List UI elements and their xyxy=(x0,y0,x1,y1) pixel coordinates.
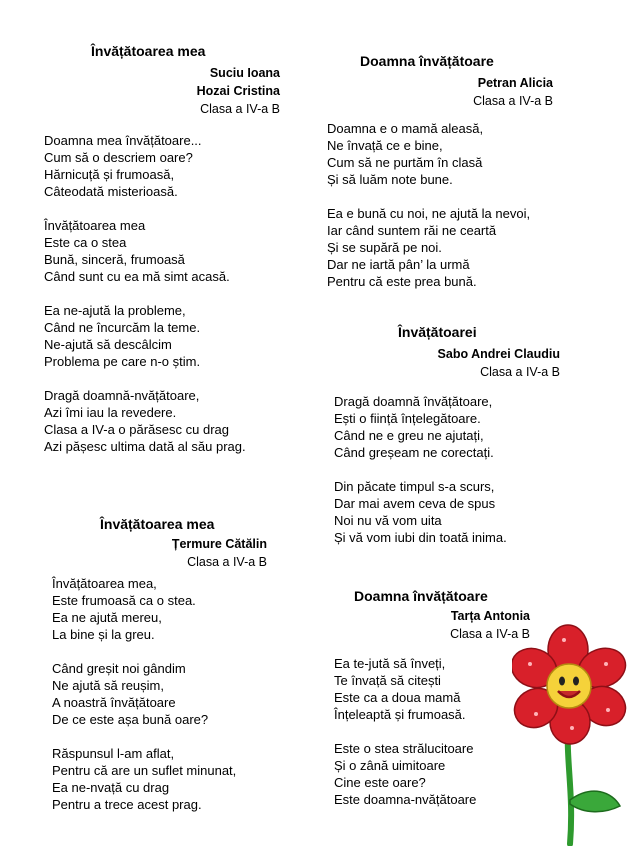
poem-line: La bine și la greu. xyxy=(52,627,155,642)
poem-line: Din păcate timpul s-a scurs, xyxy=(334,479,495,494)
poem-line: Problema pe care n-o știm. xyxy=(44,354,201,369)
poem-line: Iar când suntem răi ne ceartă xyxy=(327,223,497,238)
poem-line: Ne ajută să reușim, xyxy=(52,678,164,693)
poem-class: Clasa a IV-a B xyxy=(480,365,560,379)
poem-line: Învățătoarea mea xyxy=(44,218,146,233)
poem-stanza xyxy=(334,655,530,723)
poem-line: Ea ne ajută mereu, xyxy=(52,610,162,625)
poem-stanza xyxy=(44,132,280,200)
poem-line: Este frumoasă ca o stea. xyxy=(52,593,196,608)
poem-line: A noastră învățătoare xyxy=(52,695,176,710)
poem-line: Te învață să citești xyxy=(334,673,441,688)
poem-line: Când sunt cu ea mă simt acasă. xyxy=(44,269,230,284)
poem-line: Ea ne-nvață cu drag xyxy=(52,780,170,795)
poem-author: Hozai Cristina xyxy=(196,84,280,98)
poem-line: Și vă vom iubi din toată inima. xyxy=(334,530,507,545)
poem-title: Doamna învățătoare xyxy=(354,588,488,604)
poem-line: Când greșit noi gândim xyxy=(52,661,186,676)
poem-line: Pentru a trece acest prag. xyxy=(52,797,202,812)
poem-2 xyxy=(327,52,553,307)
poem-line: Ești o ființă înțelegătoare. xyxy=(334,411,481,426)
poem-author: Tarța Antonia xyxy=(450,609,530,623)
poem-line: Când ne încurcăm la teme. xyxy=(44,320,201,335)
poem-stanza xyxy=(44,387,280,455)
poem-stanza xyxy=(327,120,553,188)
poem-author: Țermure Cătălin xyxy=(171,537,267,551)
poem-line: Cine este oare? xyxy=(334,775,426,790)
poem-line: Cum să o descriem oare? xyxy=(44,150,193,165)
poem-line: Când greșeam ne corectați. xyxy=(334,445,494,460)
poem-title: Învățătoarea mea xyxy=(100,516,215,532)
poem-author: Petran Alicia xyxy=(477,76,553,90)
poem-1 xyxy=(44,42,280,472)
poem-line: Este ca o stea xyxy=(44,235,127,250)
poem-line: Dragă doamnă învățătoare, xyxy=(334,394,493,409)
poem-line: Este doamna-nvățătoare xyxy=(334,792,477,807)
poem-stanza xyxy=(52,660,267,728)
poem-line: Dar mai avem ceva de spus xyxy=(334,496,496,511)
poem-class: Clasa a IV-a B xyxy=(450,627,530,641)
poem-line: Ea ne-ajută la probleme, xyxy=(44,303,186,318)
poem-author: Suciu Ioana xyxy=(209,66,280,80)
poem-line: Dragă doamnă-nvățătoare, xyxy=(44,388,200,403)
poem-stanza xyxy=(334,478,560,546)
poem-line: Când ne e greu ne ajutați, xyxy=(334,428,484,443)
poem-4 xyxy=(52,515,267,830)
poem-line: Ea e bună cu noi, ne ajută la nevoi, xyxy=(327,206,531,221)
poem-title: Învățătoarei xyxy=(398,324,477,340)
poem-line: Și se supără pe noi. xyxy=(327,240,442,255)
poem-3 xyxy=(334,323,560,563)
poem-line: Bună, sinceră, frumoasă xyxy=(44,252,185,267)
poem-line: Și să luăm note bune. xyxy=(327,172,453,187)
poem-line: Pentru că are un suflet minunat, xyxy=(52,763,237,778)
poem-line: Doamna e o mamă aleasă, xyxy=(327,121,484,136)
poem-class: Clasa a IV-a B xyxy=(200,102,280,116)
poem-line: Învățătoarea mea, xyxy=(52,576,157,591)
poem-stanza xyxy=(334,393,560,461)
poem-stanza xyxy=(327,205,553,290)
poem-line: Ne-ajută să descâlcim xyxy=(44,337,172,352)
poem-class: Clasa a IV-a B xyxy=(187,555,267,569)
poem-line: Este ca a doua mamă xyxy=(334,690,461,705)
poem-line: Pentru că este prea bună. xyxy=(327,274,477,289)
poem-line: De ce este așa bună oare? xyxy=(52,712,209,727)
poem-author: Sabo Andrei Claudiu xyxy=(437,347,560,361)
poem-line: Noi nu vă vom uita xyxy=(334,513,442,528)
poem-stanza xyxy=(334,740,530,808)
poem-class: Clasa a IV-a B xyxy=(473,94,553,108)
poem-line: Ne învață ce e bine, xyxy=(327,138,443,153)
poem-line: Este o stea strălucitoare xyxy=(334,741,474,756)
poem-line: Dar ne iartă pân’ la urmă xyxy=(327,257,470,272)
poem-line: Doamna mea învățătoare... xyxy=(44,133,202,148)
poem-line: Azi îmi iau la revedere. xyxy=(44,405,177,420)
poem-line: Azi pășesc ultima dată al său prag. xyxy=(44,439,246,454)
poem-line: Răspunsul l-am aflat, xyxy=(52,746,175,761)
poem-title: Doamna învățătoare xyxy=(360,53,494,69)
poem-line: Înțeleaptă și frumoasă. xyxy=(334,707,466,722)
poem-5 xyxy=(334,587,530,825)
poem-stanza xyxy=(52,575,267,643)
poem-line: Și o zână uimitoare xyxy=(334,758,446,773)
poem-stanza xyxy=(52,745,267,813)
poem-line: Cum să ne purtăm în clasă xyxy=(327,155,483,170)
smiling-flower-icon xyxy=(512,624,628,846)
poem-stanza xyxy=(44,302,280,370)
flower-leaf xyxy=(570,791,620,812)
poem-line: Câteodată misterioasă. xyxy=(44,184,178,199)
poem-line: Hărnicuță și frumoasă, xyxy=(44,167,175,182)
poem-title: Învățătoarea mea xyxy=(91,43,206,59)
flower-face xyxy=(547,664,591,708)
poem-line: Clasa a IV-a o părăsesc cu drag xyxy=(44,422,229,437)
poem-stanza xyxy=(44,217,280,285)
poem-line: Ea te-jută să înveți, xyxy=(334,656,446,671)
